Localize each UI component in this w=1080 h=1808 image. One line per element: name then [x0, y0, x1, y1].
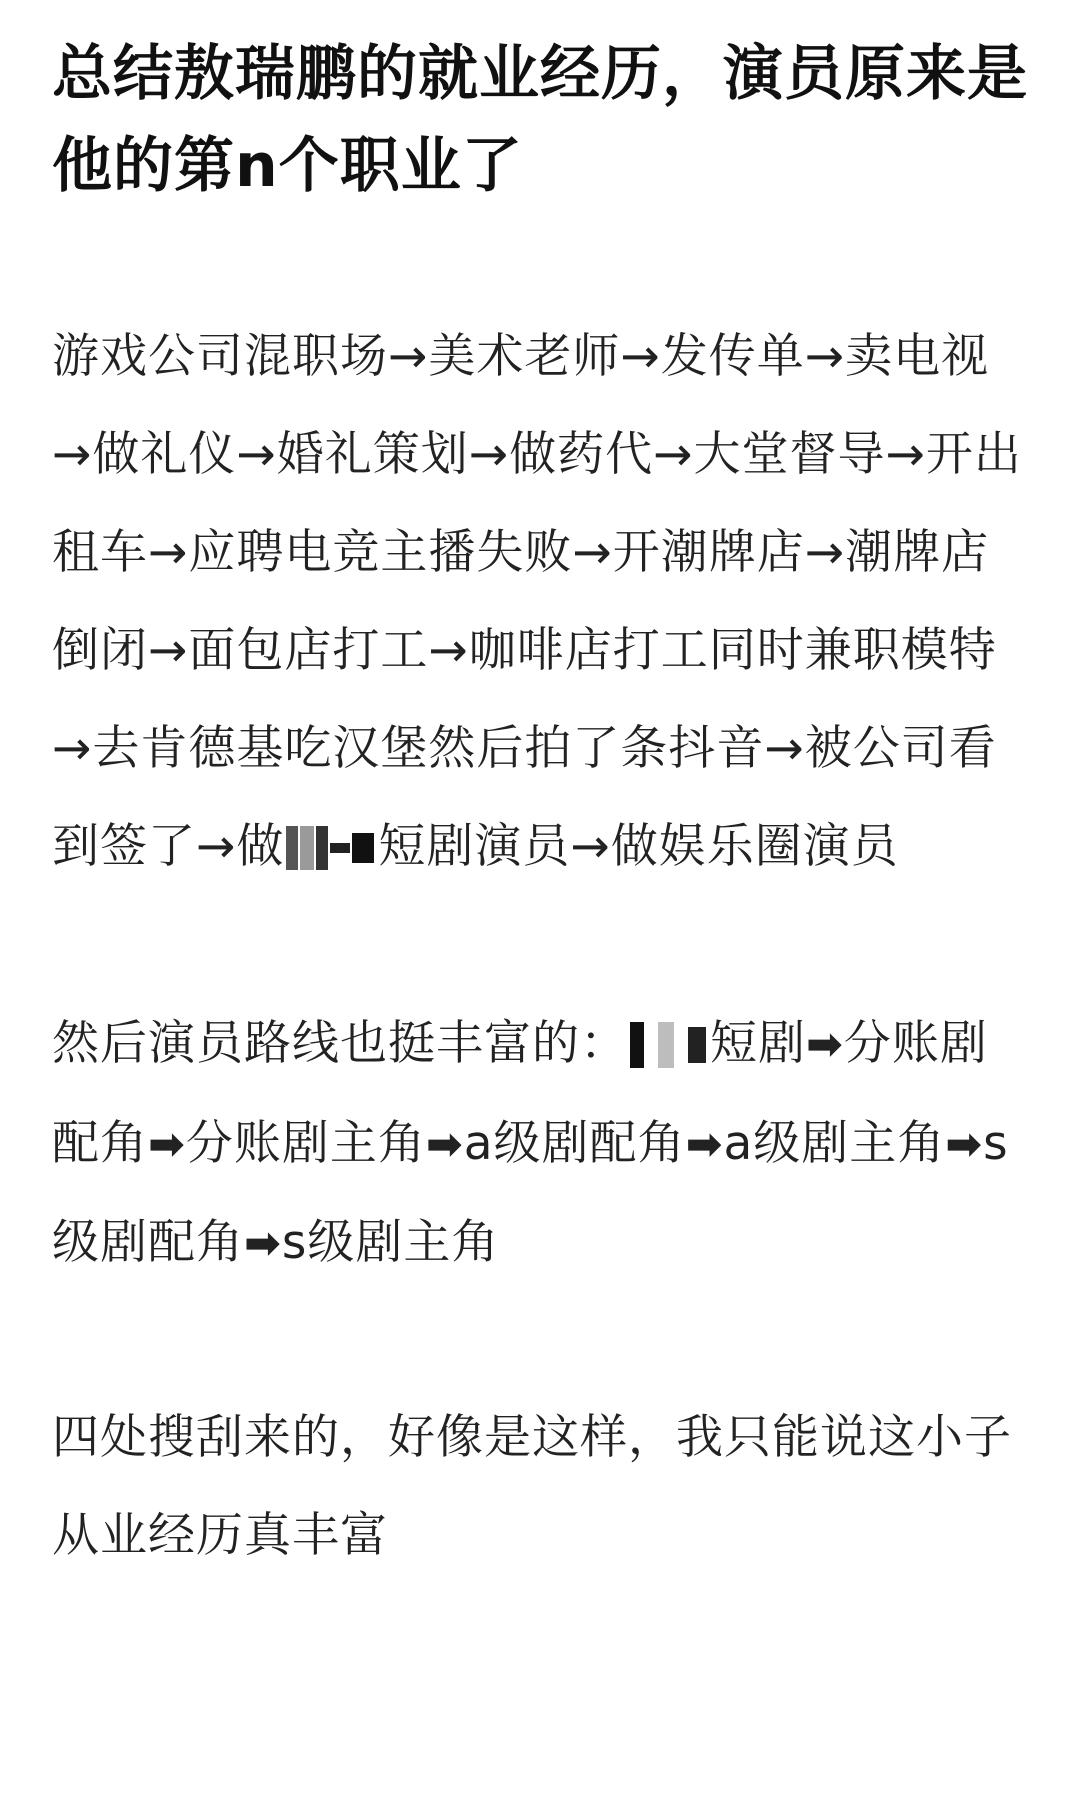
arrow-icon: ➡ [148, 1119, 186, 1170]
arrow-icon: ➡ [685, 1119, 724, 1170]
arrow-icon: ➡ [945, 1119, 984, 1170]
route-step: s级剧主角 [281, 1215, 500, 1270]
route-step: 分账剧配角 [52, 1015, 988, 1171]
spacer [52, 899, 1028, 995]
post-title: 总结敖瑞鹏的就业经历，演员原来是他的第n个职业了 [52, 39, 1028, 201]
arrow-icon: ➡ [244, 1218, 282, 1269]
actor-route-paragraph [52, 995, 1028, 1294]
arrow-icon: ➡ [806, 1018, 844, 1070]
career-path-text: 游戏公司混职场→美术老师→发传单→卖电视→做礼仪→婚礼策划→做药代→大堂督导→开出租车→应聘电竞主播失败→开潮牌店→潮牌店倒闭→面包店打工→咖啡店打工同时兼职模特→去肯德基吃汉堡然后拍了条抖音→被公司看到签了→做 [52, 329, 1022, 874]
route-step: 短剧 [710, 1015, 806, 1071]
route-step: s级剧配角 [52, 1116, 1009, 1270]
career-path-paragraph [52, 308, 1028, 899]
route-step: a级剧主角 [723, 1116, 946, 1171]
spacer [52, 212, 1028, 308]
route-step: 分账剧主角 [185, 1116, 426, 1171]
arrow-icon: ➡ [425, 1119, 464, 1170]
redacted-platform-name [286, 797, 376, 895]
actor-route-intro: 然后演员路线也挺丰富的： [52, 1015, 628, 1071]
route-step: a级剧配角 [463, 1116, 686, 1171]
closing-paragraph: 四处搜刮来的，好像是这样，我只能说这小子从业经历真丰富 [52, 1410, 1012, 1563]
spacer [52, 1293, 1028, 1389]
post-content [52, 28, 1028, 1585]
redacted-platform-name-2 [630, 993, 708, 1091]
career-path-text-end: 短剧演员→做娱乐圈演员 [378, 819, 899, 874]
